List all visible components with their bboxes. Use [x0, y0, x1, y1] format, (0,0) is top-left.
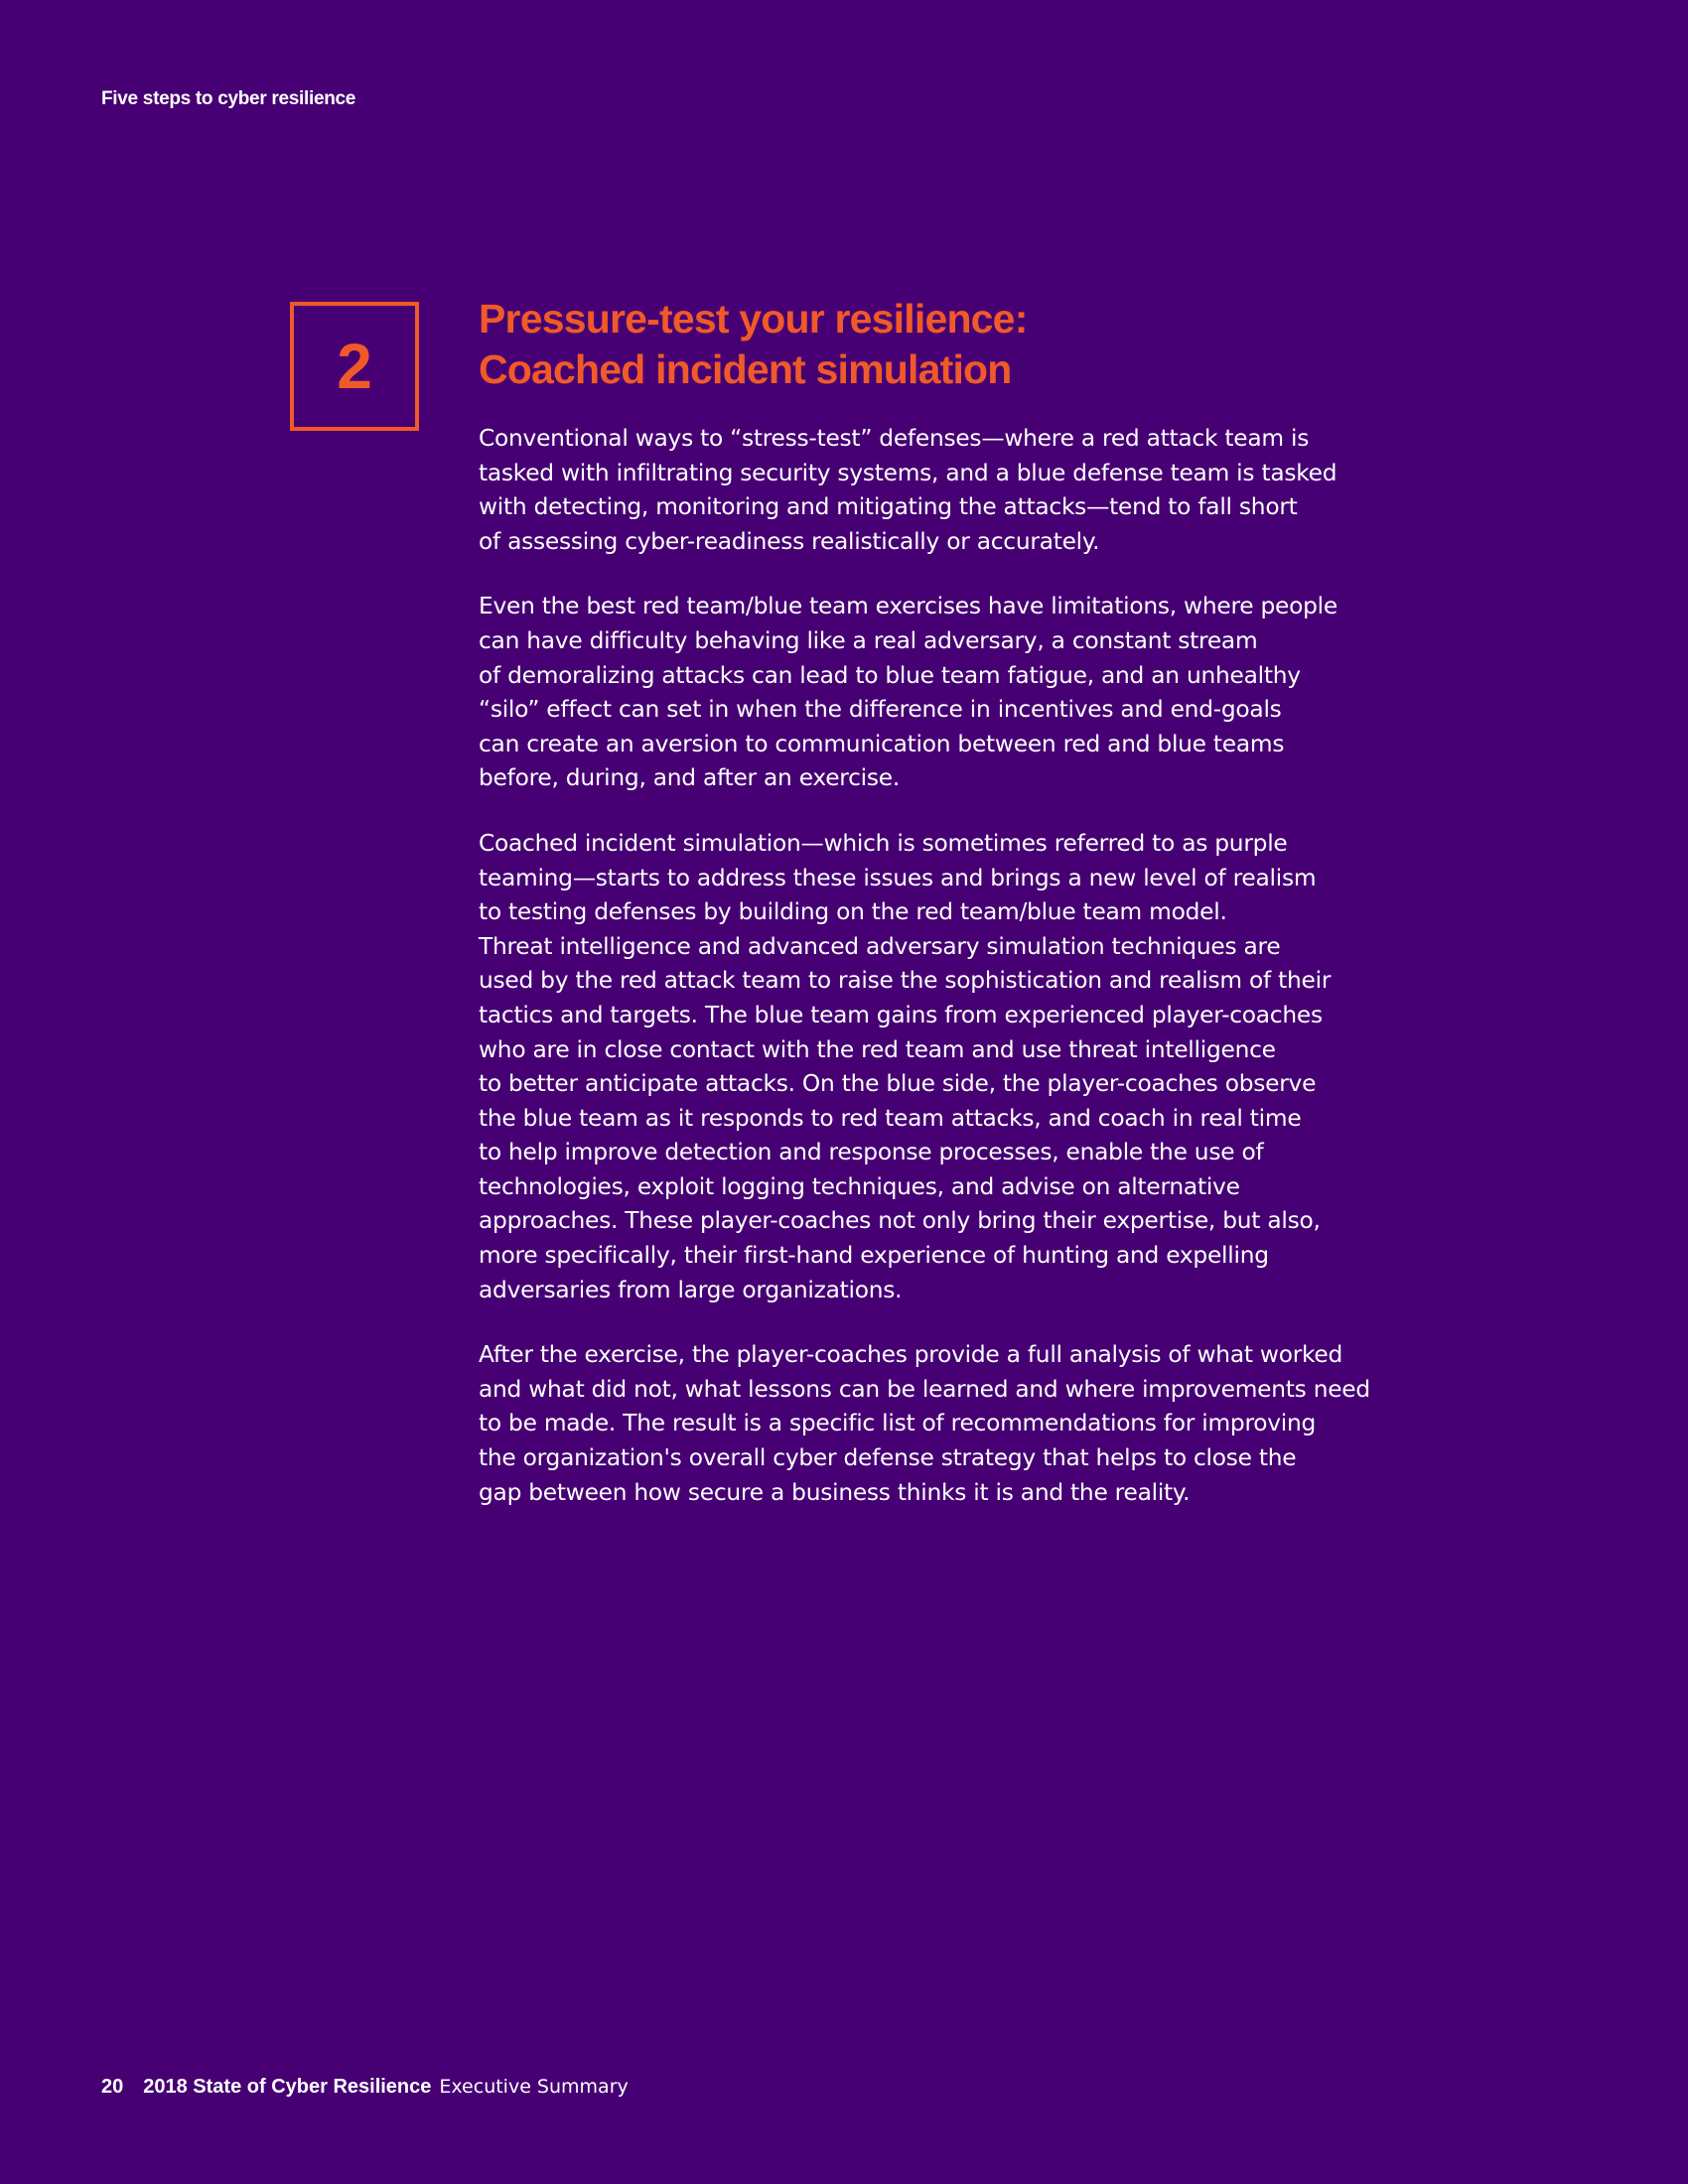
paragraph-line: with detecting, monitoring and mitigating the attacks—tend to fall short — [479, 493, 1298, 521]
paragraph-line: and what did not, what lessons can be learned and where improvements need — [479, 1375, 1370, 1403]
paragraph — [479, 1338, 1392, 1510]
paragraph-line: more specifically, their first-hand experience of hunting and expelling — [479, 1242, 1269, 1270]
page-footer — [101, 2074, 629, 2099]
paragraph — [479, 422, 1392, 559]
paragraph-line: can have difficulty behaving like a real adversary, a constant stream — [479, 626, 1258, 654]
page-number: 20 — [101, 2076, 124, 2098]
paragraph-line: who are in close contact with the red team and use threat intelligence — [479, 1035, 1276, 1063]
section-heading-line: Pressure-test your resilience: — [479, 296, 1028, 341]
paragraph — [479, 590, 1392, 796]
paragraph-line: to better anticipate attacks. On the blue side, the player-coaches observe — [479, 1070, 1317, 1098]
paragraph-line: used by the red attack team to raise the sophistication and realism of their — [479, 967, 1332, 995]
running-header: Five steps to cyber resilience — [101, 88, 356, 109]
body-text — [479, 422, 1392, 1541]
paragraph-line: to testing defenses by building on the red team/blue team model. — [479, 898, 1227, 926]
paragraph-line: to be made. The result is a specific list of recommendations for improving — [479, 1410, 1317, 1437]
paragraph-line: adversaries from large organizations. — [479, 1276, 903, 1303]
section-heading-line: Coached incident simulation — [479, 346, 1012, 392]
paragraph-line: can create an aversion to communication between red and blue teams — [479, 730, 1285, 757]
paragraph-line: gap between how secure a business thinks it is and the reality. — [479, 1478, 1191, 1506]
document-title: 2018 State of Cyber Resilience — [143, 2076, 432, 2098]
paragraph-line: Threat intelligence and advanced adversary simulation techniques are — [479, 932, 1281, 960]
paragraph-line: After the exercise, the player-coaches provide a full analysis of what worked — [479, 1341, 1343, 1369]
paragraph-line: before, during, and after an exercise. — [479, 764, 901, 792]
paragraph-line: Even the best red team/blue team exercises have limitations, where people — [479, 593, 1337, 620]
paragraph-line: the blue team as it responds to red team attacks, and coach in real time — [479, 1104, 1302, 1132]
paragraph-line: Coached incident simulation—which is sometimes referred to as purple — [479, 829, 1288, 857]
paragraph-line: technologies, exploit logging techniques, and advise on alternative — [479, 1172, 1240, 1200]
section-heading — [479, 294, 1028, 395]
paragraph-line: of assessing cyber-readiness realistically or accurately. — [479, 527, 1100, 555]
paragraph-line: of demoralizing attacks can lead to blue team fatigue, and an unhealthy — [479, 661, 1301, 689]
paragraph — [479, 827, 1392, 1307]
paragraph-line: the organization's overall cyber defense strategy that helps to close the — [479, 1444, 1297, 1472]
paragraph-line: tactics and targets. The blue team gains from experienced player-coaches — [479, 1001, 1323, 1028]
paragraph-line: Conventional ways to “stress-test” defenses—where a red attack team is — [479, 425, 1310, 452]
document-subtitle: Executive Summary — [439, 2076, 629, 2098]
step-number-box — [290, 302, 419, 431]
paragraph-line: “silo” effect can set in when the difference in incentives and end-goals — [479, 696, 1282, 724]
paragraph-line: tasked with infiltrating security systems, and a blue defense team is tasked — [479, 459, 1337, 486]
paragraph-line: approaches. These player-coaches not only bring their expertise, but also, — [479, 1207, 1321, 1235]
paragraph-line: to help improve detection and response processes, enable the use of — [479, 1139, 1264, 1166]
paragraph-line: teaming—starts to address these issues and brings a new level of realism — [479, 864, 1317, 891]
step-number: 2 — [337, 331, 372, 402]
